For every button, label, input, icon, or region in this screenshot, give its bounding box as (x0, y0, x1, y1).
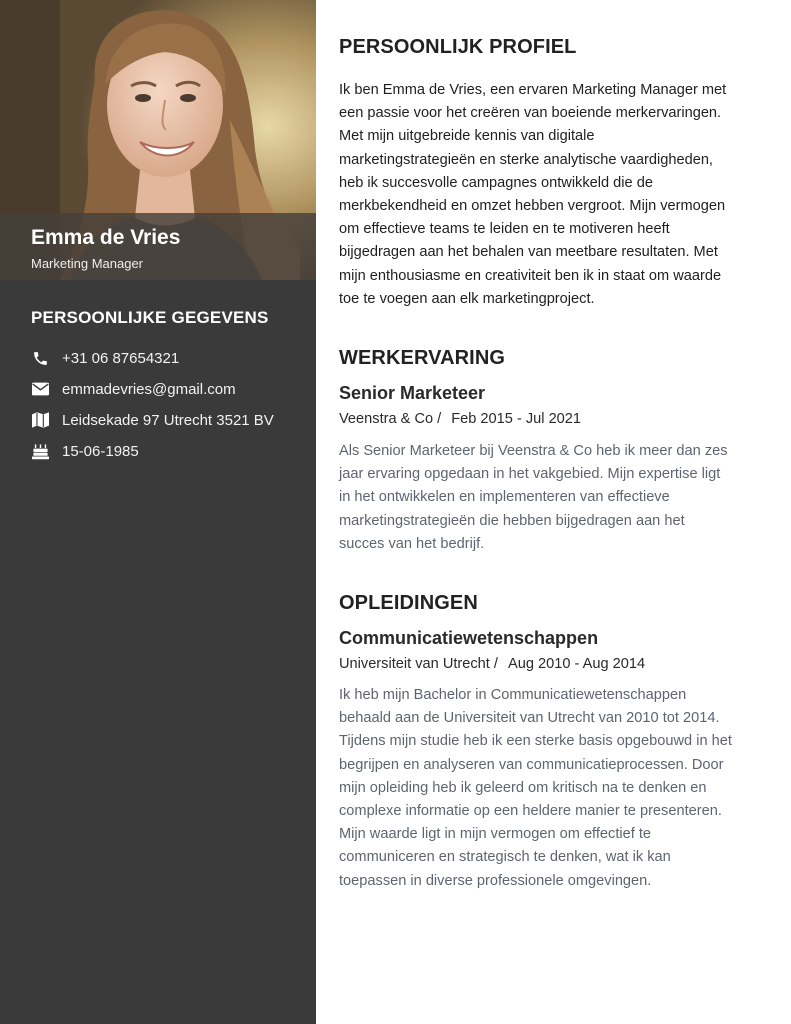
contact-email-value: emmadevries@gmail.com (62, 380, 236, 398)
person-role: Marketing Manager (31, 256, 143, 271)
education-line: behaald aan de Universiteit van Utrecht van 2010 tot 2014. (339, 710, 720, 727)
profile-heading: PERSOONLIJK PROFIEL (339, 36, 577, 58)
experience-heading: WERKERVARING (339, 347, 506, 369)
experience-company: Veenstra & Co / (339, 411, 442, 427)
education-meta (339, 656, 655, 672)
birthday-cake-icon (31, 442, 49, 460)
profile-line: Ik ben Emma de Vries, een ervaren Marketing Manager met (339, 82, 727, 98)
profile-line: marketingstrategieën en sterke analytische vaardigheden, (339, 151, 713, 168)
education-period: Aug 2010 - Aug 2014 (507, 656, 646, 672)
education-school: Universiteit van Utrecht / (339, 656, 498, 672)
profile-line: om effectieve teams te leiden en te motiveren heeft (339, 221, 670, 238)
contact-birthdate (31, 440, 301, 462)
profile-text (339, 79, 769, 311)
experience-period: Feb 2015 - Jul 2021 (451, 411, 582, 427)
profile-line: een passie voor het creëren van boeiende merkervaringen. (339, 105, 722, 122)
person-name: Emma de Vries (31, 226, 181, 249)
experience-line: jaar ervaring opgedaan in het vakgebied. Mijn expertise ligt (339, 466, 721, 483)
profile-line: mijn enthousiasme en creativiteit ben ik in staat om waarde (339, 267, 722, 284)
profile-line: bijgedragen aan het behalen van meetbare resultaten. Met (339, 244, 718, 261)
sidebar (0, 0, 316, 1024)
education-line: toepassen in diverse professionele omgevingen. (339, 872, 652, 889)
personal-details-heading: PERSOONLIJKE GEGEVENS (31, 308, 269, 327)
envelope-icon (31, 380, 49, 398)
contact-address-value: Leidsekade 97 Utrecht 3521 BV (62, 411, 274, 429)
profile-line: merkbekendheid en omzet hebben vergroot. Mijn vermogen (339, 198, 726, 215)
education-line: Tijdens mijn studie heb ik een sterke basis opgebouwd in het (339, 733, 732, 750)
profile-line: Met mijn uitgebreide kennis van digitale (339, 128, 595, 145)
education-line: begrijpen en analyseren van communicatieprocessen. Door (339, 756, 724, 773)
experience-meta (339, 411, 591, 427)
profile-line: heb ik succesvolle campagnes ontwikkeld die de (339, 174, 653, 191)
experience-text (339, 440, 769, 556)
contact-phone (31, 347, 301, 369)
contact-address (31, 409, 301, 431)
education-heading: OPLEIDINGEN (339, 592, 478, 614)
experience-job-title: Senior Marketeer (339, 383, 486, 403)
contact-phone-value: +31 06 87654321 (62, 349, 180, 367)
experience-line: in het ontwikkelen en implementeren van effectieve (339, 489, 670, 506)
phone-icon (31, 349, 49, 367)
experience-line: Als Senior Marketeer bij Veenstra & Co heb ik meer dan zes (339, 443, 728, 459)
education-line: mijn opleiding heb ik geleerd om kritisch na te denken en (339, 779, 707, 796)
education-line: Mijn waarde ligt in mijn vermogen om effectief te (339, 826, 652, 843)
education-line: communiceren en strategisch te denken, wat ik kan (339, 849, 671, 866)
education-title: Communicatiewetenschappen (339, 628, 599, 648)
education-line: complexe informatie op een heldere manier te presenteren. (339, 803, 722, 820)
profile-line: toe te voegen aan elk marketingproject. (339, 290, 595, 307)
experience-line: succes van het bedrijf. (339, 535, 485, 552)
map-icon (31, 411, 49, 429)
experience-line: marketingstrategieën die hebben bijgedragen aan het (339, 512, 685, 529)
education-text (339, 684, 769, 893)
contact-email (31, 378, 301, 400)
education-line: Ik heb mijn Bachelor in Communicatiewetenschappen (339, 687, 687, 703)
contact-birthdate-value: 15-06-1985 (62, 442, 139, 460)
